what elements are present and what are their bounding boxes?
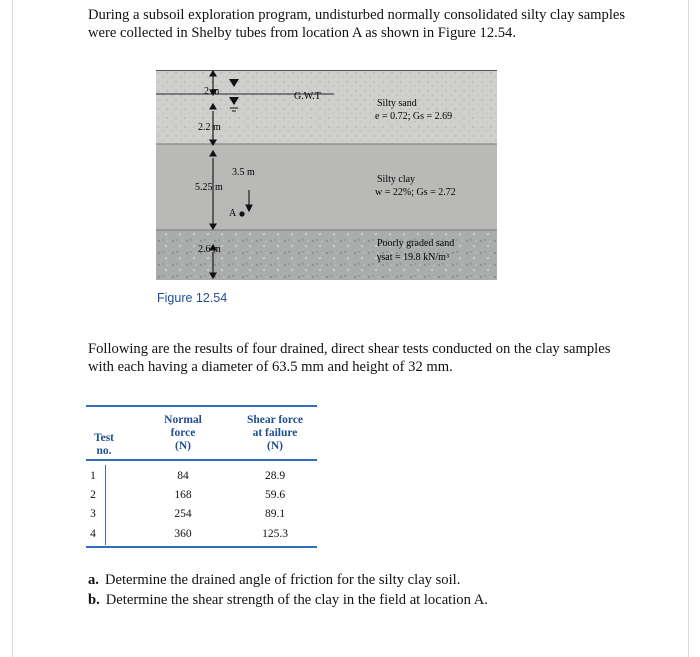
row-4-test: 4 [90, 528, 96, 540]
table-top-rule [86, 405, 317, 407]
row-2-shear: 59.6 [264, 489, 286, 501]
row-2-test: 2 [90, 489, 96, 501]
header-shear-line2: at failure [252, 427, 298, 439]
row-3-shear: 89.1 [264, 508, 286, 520]
table-bottom-rule [86, 546, 317, 548]
layer-1-props: e = 0.72; Gs = 2.69 [375, 111, 453, 122]
layer-2-props: w = 22%; Gs = 2.72 [375, 187, 456, 198]
row-2-normal: 168 [174, 489, 192, 501]
question-a [88, 572, 460, 589]
shear-test-table [86, 405, 317, 549]
table-column-divider [105, 465, 106, 545]
row-1-shear: 28.9 [264, 470, 286, 482]
layer-3-name: Poorly graded sand [377, 238, 455, 249]
row-4-shear: 125.3 [262, 528, 288, 540]
row-1-test: 1 [90, 470, 96, 482]
row-4-normal: 360 [174, 528, 192, 540]
intro-paragraph: During a subsoil exploration program, undisturbed normally consolidated silty clay samples were collected in Shelby tubes from location A as shown in Figure 12.54. [88, 7, 626, 41]
header-shear-line1: Shear force [246, 414, 304, 426]
header-normal-line3: (N) [175, 440, 191, 452]
page-edge-left [12, 0, 13, 657]
dim-3-5m-label: 3.5 m [232, 167, 255, 178]
figure-caption: Figure 12.54 [157, 291, 228, 305]
header-normal-line2: force [170, 427, 196, 439]
row-1-normal: 84 [177, 470, 189, 482]
layer-3-props: γsat = 19.8 kN/m³ [377, 252, 449, 263]
header-test-line2: no. [96, 445, 112, 457]
table-header-rule [86, 459, 317, 461]
question-a-label: a. [88, 572, 99, 588]
question-b-text: Determine the shear strength of the clay in the field at location A. [105, 592, 488, 608]
question-a-text: Determine the drained angle of friction for the silty clay soil. [104, 572, 461, 588]
dim-2-6m-label: 2.6 m [198, 244, 221, 255]
question-b-label: b. [88, 592, 100, 608]
row-3-normal: 254 [174, 508, 192, 520]
page-edge-right [688, 0, 689, 657]
header-shear-line3: (N) [267, 440, 283, 452]
layer-2-name: Silty clay [377, 174, 416, 185]
soil-profile-figure [156, 70, 497, 280]
question-b [88, 592, 488, 609]
layer-1-name: Silty sand [377, 98, 417, 109]
point-a-marker [239, 211, 244, 216]
header-test-line1: Test [93, 432, 115, 444]
test-description-paragraph: Following are the results of four drained, direct shear tests conducted on the clay samples with each having a diameter of 63.5 mm and height of 32 mm. [88, 341, 611, 375]
dim-2-2m-label: 2.2 m [198, 122, 221, 133]
dim-2m-label: 2 m [204, 86, 220, 97]
dim-5-25m-label: 5.25 m [195, 182, 223, 193]
row-3-test: 3 [90, 508, 96, 520]
point-a-label: A [229, 208, 237, 219]
gwt-label: G.W.T [294, 91, 321, 102]
header-normal-line1: Normal [164, 414, 202, 426]
